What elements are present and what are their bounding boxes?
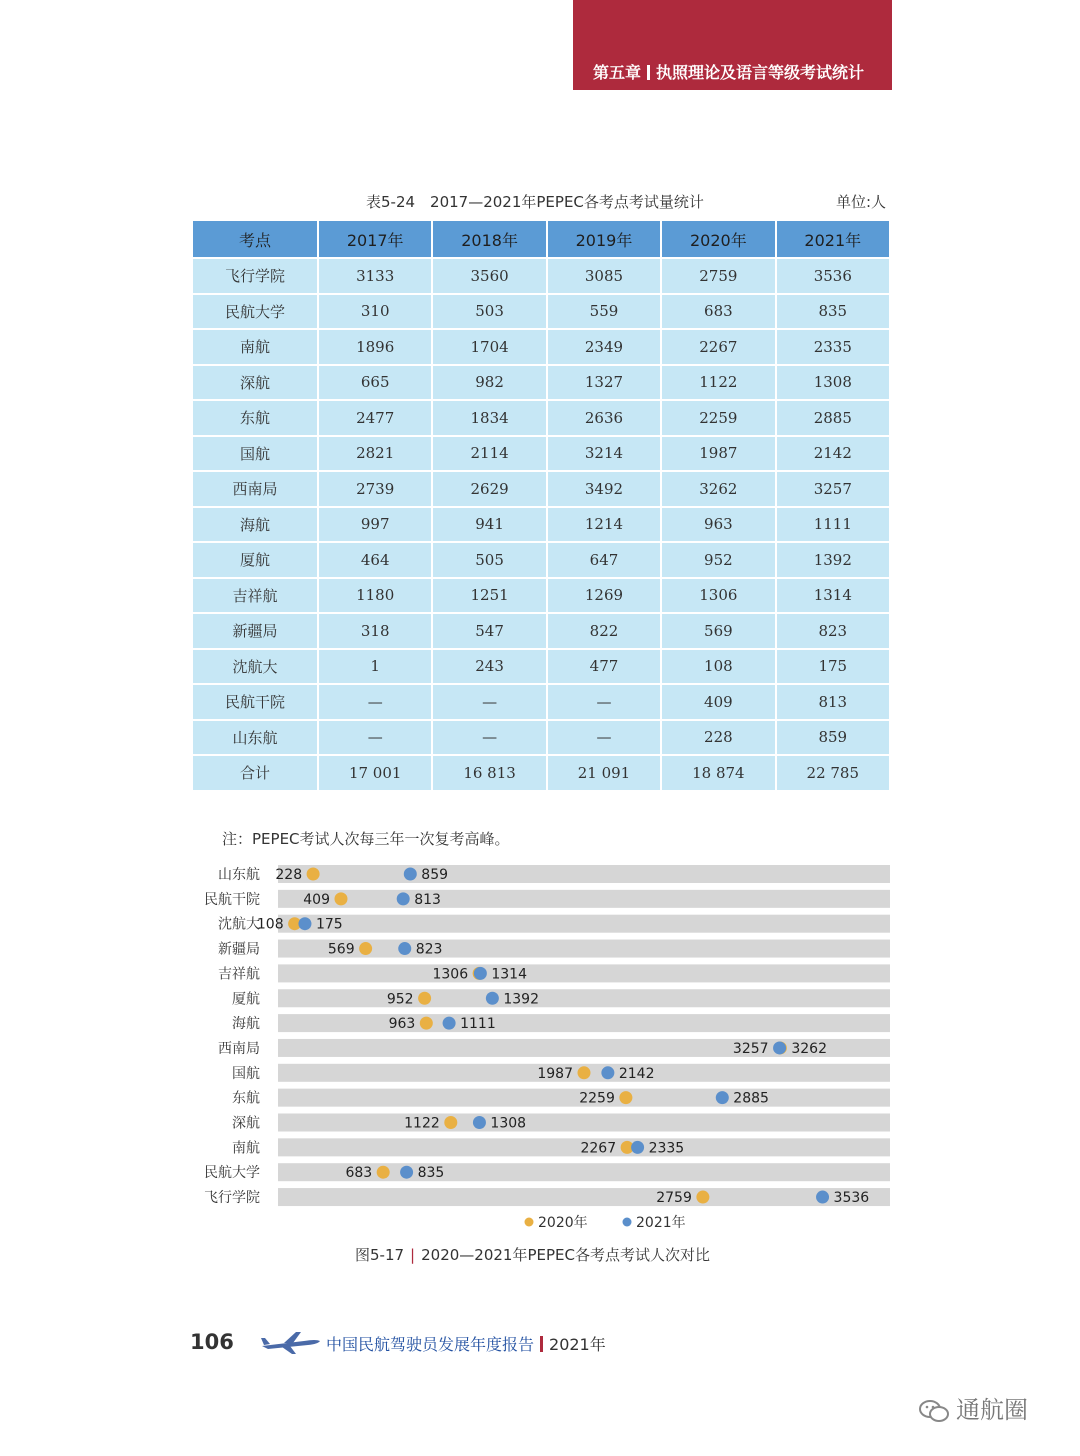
value-label-2021: 859	[421, 867, 449, 883]
value-cell: 823	[776, 613, 890, 649]
value-cell: 477	[547, 649, 661, 685]
column-header: 2017年	[318, 220, 432, 258]
value-label-2021: 823	[415, 941, 443, 958]
category-label: 国航	[232, 1065, 260, 1082]
value-label-2020: 108	[256, 916, 284, 933]
table-unit: 单位:人	[836, 193, 887, 211]
value-label-2021: 3257	[732, 1040, 769, 1057]
value-label-2021: 3536	[833, 1190, 870, 1207]
value-cell: 547	[432, 613, 546, 649]
row-label-cell: 民航大学	[192, 294, 318, 330]
report-name: 中国民航驾驶员发展年度报告	[326, 1335, 535, 1354]
category-track	[278, 915, 890, 933]
report-year: 2021年	[549, 1335, 606, 1354]
value-cell: 569	[661, 613, 775, 649]
legend-label-2021: 2021年	[636, 1215, 686, 1231]
point-2021	[773, 1041, 786, 1054]
legend-marker-2021	[623, 1218, 632, 1227]
point-2021	[400, 1166, 413, 1179]
column-header: 2020年	[661, 220, 775, 258]
value-cell: 683	[661, 294, 775, 330]
category-track	[278, 989, 890, 1007]
value-cell: 2885	[776, 400, 890, 436]
value-cell: 822	[547, 613, 661, 649]
row-label-cell: 东航	[192, 400, 318, 436]
value-cell: 3492	[547, 471, 661, 507]
value-cell: 1251	[432, 578, 546, 614]
value-cell: 1306	[661, 578, 775, 614]
figure-caption	[355, 1244, 710, 1265]
value-label-2021: 175	[315, 916, 343, 933]
watermark	[918, 1390, 1028, 1425]
row-label-cell: 西南局	[192, 471, 318, 507]
value-cell: 859	[776, 720, 890, 756]
row-label-cell: 海航	[192, 507, 318, 543]
value-cell: 318	[318, 613, 432, 649]
value-cell: 1896	[318, 329, 432, 365]
value-cell: 22 785	[776, 755, 890, 791]
point-2021	[816, 1191, 829, 1204]
point-2020	[359, 942, 372, 955]
row-label-cell: 民航干院	[192, 684, 318, 720]
value-cell: 2114	[432, 436, 546, 472]
category-label: 沈航大	[218, 916, 260, 933]
point-2021	[601, 1066, 614, 1079]
value-cell: 21 091	[547, 755, 661, 791]
value-cell: —	[432, 684, 546, 720]
value-cell: 1308	[776, 365, 890, 401]
category-label: 吉祥航	[218, 966, 260, 983]
value-cell: 2349	[547, 329, 661, 365]
value-label-2020: 3262	[791, 1040, 827, 1057]
figure-number: 图5-17	[355, 1246, 405, 1264]
category-label: 民航干院	[204, 891, 260, 908]
page-number: 106	[190, 1330, 234, 1354]
value-label-2021: 813	[414, 891, 441, 908]
value-cell: 1269	[547, 578, 661, 614]
value-cell: 2267	[661, 329, 775, 365]
value-cell: —	[318, 720, 432, 756]
category-label: 新疆局	[218, 941, 260, 958]
point-2021	[298, 917, 311, 930]
section-label: 执照理论及语言等级考试统计	[656, 63, 865, 82]
watermark-text: 通航圈	[956, 1396, 1028, 1424]
column-header: 2018年	[432, 220, 546, 258]
legend-marker-2020	[525, 1218, 534, 1227]
row-label-cell: 南航	[192, 329, 318, 365]
point-2020	[619, 1091, 632, 1104]
value-cell: 18 874	[661, 755, 775, 791]
point-2021	[398, 942, 411, 955]
value-label-2021: 1308	[490, 1115, 527, 1132]
category-label: 飞行学院	[204, 1190, 260, 1207]
footer-separator	[540, 1336, 543, 1352]
value-cell: 3262	[661, 471, 775, 507]
category-track	[278, 964, 890, 982]
value-cell: 409	[661, 684, 775, 720]
value-cell: 1704	[432, 329, 546, 365]
value-label-2021: 1314	[491, 966, 527, 983]
column-header: 2021年	[776, 220, 890, 258]
category-label: 深航	[232, 1115, 260, 1132]
category-track	[278, 890, 890, 908]
wechat-icon	[918, 1398, 950, 1424]
value-cell: 997	[318, 507, 432, 543]
category-label: 西南局	[218, 1040, 260, 1057]
value-cell: 3133	[318, 258, 432, 294]
value-label-2020: 2267	[580, 1140, 617, 1157]
value-cell: 505	[432, 542, 546, 578]
row-label-cell: 国航	[192, 436, 318, 472]
point-2020	[577, 1066, 590, 1079]
row-label-cell: 沈航大	[192, 649, 318, 685]
point-2021	[486, 992, 499, 1005]
value-label-2020: 409	[303, 891, 330, 908]
value-cell: 2821	[318, 436, 432, 472]
value-cell: 813	[776, 684, 890, 720]
point-2020	[307, 868, 320, 881]
point-2021	[397, 892, 410, 905]
value-cell: 1111	[776, 507, 890, 543]
value-label-2021: 2335	[648, 1140, 685, 1157]
value-cell: 982	[432, 365, 546, 401]
value-cell: 1180	[318, 578, 432, 614]
row-label-cell: 深航	[192, 365, 318, 401]
value-label-2020: 2259	[579, 1090, 615, 1107]
value-cell: 941	[432, 507, 546, 543]
value-cell: 2759	[661, 258, 775, 294]
value-cell: —	[318, 684, 432, 720]
point-2020	[334, 892, 347, 905]
value-cell: 2259	[661, 400, 775, 436]
column-header: 考点	[192, 220, 318, 258]
value-cell: 2335	[776, 329, 890, 365]
row-label-cell: 飞行学院	[192, 258, 318, 294]
value-cell: 2477	[318, 400, 432, 436]
point-2021	[716, 1091, 729, 1104]
point-2021	[404, 868, 417, 881]
point-2021	[631, 1141, 644, 1154]
table-caption: 表5-24 2017—2021年PEPEC各考点考试量统计	[366, 193, 704, 211]
category-label: 海航	[232, 1016, 260, 1033]
category-track	[278, 1114, 890, 1132]
point-2021	[473, 1116, 486, 1129]
value-cell: 2739	[318, 471, 432, 507]
category-track	[278, 1188, 890, 1206]
value-cell: 175	[776, 649, 890, 685]
value-cell: 1327	[547, 365, 661, 401]
point-2020	[377, 1166, 390, 1179]
value-cell: 3560	[432, 258, 546, 294]
column-header: 2019年	[547, 220, 661, 258]
value-cell: 17 001	[318, 755, 432, 791]
value-label-2021: 1111	[460, 1016, 496, 1033]
value-cell: 647	[547, 542, 661, 578]
value-cell: 1834	[432, 400, 546, 436]
value-cell: 1314	[776, 578, 890, 614]
row-label-cell: 厦航	[192, 542, 318, 578]
value-label-2020: 1306	[432, 966, 469, 983]
table-note: 注：PEPEC考试人次每三年一次复考高峰。	[222, 830, 510, 848]
category-track	[278, 865, 890, 883]
value-cell: 665	[318, 365, 432, 401]
report-title	[326, 1332, 606, 1355]
value-cell: 559	[547, 294, 661, 330]
value-label-2020: 683	[345, 1165, 373, 1182]
figure-title: 2020—2021年PEPEC各考点考试人次对比	[421, 1246, 710, 1264]
value-cell: 3257	[776, 471, 890, 507]
row-label-cell: 新疆局	[192, 613, 318, 649]
value-cell: 3214	[547, 436, 661, 472]
value-label-2020: 2759	[656, 1190, 692, 1207]
value-cell: 310	[318, 294, 432, 330]
value-cell: 952	[661, 542, 775, 578]
value-cell: —	[547, 720, 661, 756]
category-label: 东航	[232, 1090, 260, 1107]
value-cell: 228	[661, 720, 775, 756]
point-2021	[443, 1017, 456, 1030]
category-track	[278, 1014, 890, 1032]
legend-label-2020: 2020年	[538, 1215, 588, 1231]
category-label: 南航	[232, 1140, 260, 1157]
airplane-icon	[260, 1328, 322, 1356]
category-label: 民航大学	[204, 1165, 260, 1182]
value-cell: 1	[318, 649, 432, 685]
value-cell: 16 813	[432, 755, 546, 791]
value-cell: —	[432, 720, 546, 756]
value-label-2021: 835	[417, 1165, 445, 1182]
value-cell: 503	[432, 294, 546, 330]
point-2020	[420, 1017, 433, 1030]
value-cell: 464	[318, 542, 432, 578]
value-label-2020: 1987	[537, 1065, 573, 1082]
value-label-2020: 569	[327, 941, 355, 958]
value-cell: 1122	[661, 365, 775, 401]
category-label: 厦航	[232, 991, 260, 1008]
value-label-2020: 963	[388, 1016, 416, 1033]
value-cell: 3085	[547, 258, 661, 294]
value-cell: 1987	[661, 436, 775, 472]
value-cell: —	[547, 684, 661, 720]
chapter-label: 第五章	[593, 63, 642, 82]
point-2020	[418, 992, 431, 1005]
value-label-2020: 228	[275, 867, 303, 883]
value-label-2021: 2142	[618, 1065, 655, 1082]
row-label-cell: 合计	[192, 755, 318, 791]
row-label-cell: 山东航	[192, 720, 318, 756]
point-2020	[444, 1116, 457, 1129]
point-2021	[474, 967, 487, 980]
value-cell: 2629	[432, 471, 546, 507]
value-cell: 3536	[776, 258, 890, 294]
point-2020	[696, 1191, 709, 1204]
value-label-2020: 952	[386, 991, 414, 1008]
value-cell: 2142	[776, 436, 890, 472]
value-cell: 2636	[547, 400, 661, 436]
value-label-2021: 1392	[503, 991, 540, 1008]
category-label: 山东航	[218, 867, 260, 883]
value-cell: 108	[661, 649, 775, 685]
row-label-cell: 吉祥航	[192, 578, 318, 614]
value-cell: 1214	[547, 507, 661, 543]
value-label-2020: 1122	[404, 1115, 440, 1132]
value-cell: 243	[432, 649, 546, 685]
value-cell: 963	[661, 507, 775, 543]
caption-separator: |	[410, 1246, 416, 1264]
value-label-2021: 2885	[733, 1090, 769, 1107]
value-cell: 835	[776, 294, 890, 330]
value-cell: 1392	[776, 542, 890, 578]
